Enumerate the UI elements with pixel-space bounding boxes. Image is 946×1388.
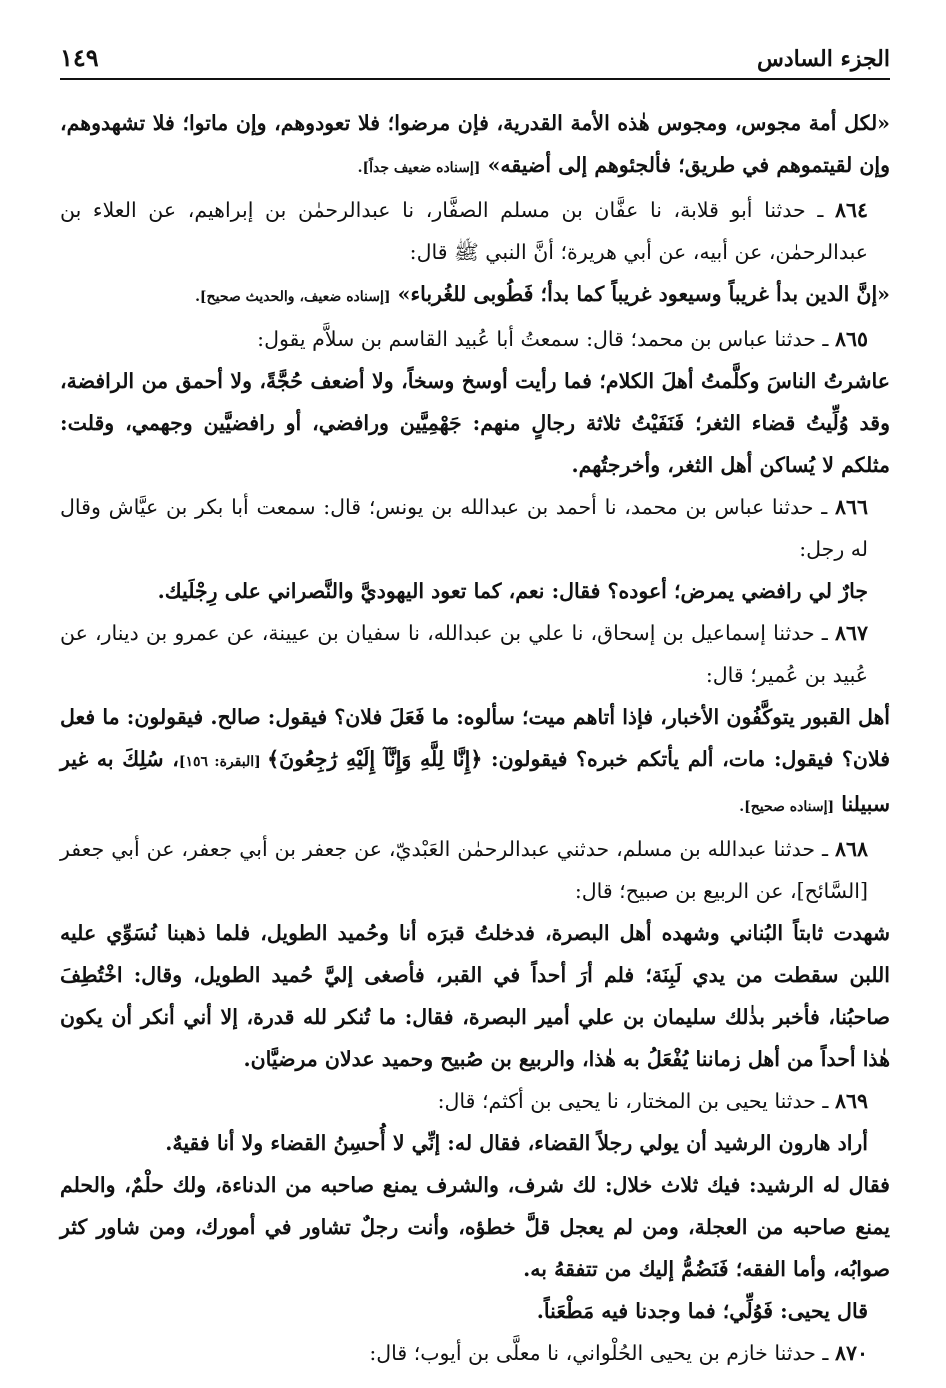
hadith-number: ٨٦٨ bbox=[834, 837, 868, 861]
hadith-866-text: جارٌ لي رافضي يمرض؛ أعوده؟ فقال: نعم، كما تعود اليهوديَّ والنَّصراني على رِجْلَيك. bbox=[157, 579, 868, 603]
hadith-867-text bbox=[60, 696, 890, 828]
hadith-864-text bbox=[60, 273, 890, 318]
chain-text: ـ حدثنا أبو قلابة، نا عفَّان بن مسلم الصفَّار، نا عبدالرحمٰن بن إبراهيم، عن العلاء بن عبدالرحمٰن، عن أبيه، عن أبي هريرة؛ أنَّ النبي ﷺ قال: bbox=[60, 198, 868, 264]
hadith-number: ٨٦٩ bbox=[834, 1089, 868, 1113]
grading-note: [إسناده ضعيف، والحديث صحيح]. bbox=[195, 289, 391, 305]
hadith-869-text-2: فقال له الرشيد: فيك ثلاث خلال: لك شرف، والشرف يمنع صاحبه من الدناءة، ولك حلْمٌ، والحلم يمنع صاحبه من العجلة، ومن لم يعجل قلَّ خطؤه، وأنت رجلٌ تشاور في أمورك، ومن شاور كثر صوابُه، وأما الفقه؛ فَنَضُمُّ إليك من تتفقهُ به. bbox=[60, 1173, 890, 1281]
quran-verse: ﴿إِنَّا لِلَّهِ وَإِنَّآ إِلَيْهِ رَٰجِعُونَ﴾ bbox=[267, 747, 483, 771]
chain-text: ـ حدثنا عبدالله بن مسلم، حدثني عبدالرحمٰن العَبْديّ، عن جعفر بن أبي جعفر، عن أبي جعفر [السَّائح]، عن الربيع بن صبيح؛ قال: bbox=[60, 837, 868, 903]
chain-text: ـ حدثنا يحيى بن المختار، نا يحيى بن أكثم؛ قال: bbox=[437, 1089, 835, 1113]
hadith-number: ٨٦٧ bbox=[834, 621, 868, 645]
hadith-867-chain bbox=[60, 612, 890, 696]
hadith-870-chain bbox=[60, 1332, 890, 1374]
quote-text: «إنَّ الدين بدأ غريباً وسيعود غريباً كما بدأ؛ فَطُوبى للغُرباء» bbox=[397, 282, 890, 306]
hadith-869-text-1: أراد هارون الرشيد أن يولي رجلاً القضاء، فقال له: إنِّي لا أُحسِنُ القضاء ولا أنا فقيهٌ. bbox=[165, 1131, 868, 1155]
hadith-number: ٨٧٠ bbox=[834, 1341, 868, 1365]
page-header bbox=[60, 30, 890, 80]
hadith-868-chain bbox=[60, 828, 890, 912]
page-body bbox=[60, 102, 890, 1374]
hadith-868-text: شهدت ثابتاً البُناني وشهده أهل البصرة، فدخلتُ قبرَه أنا وحُميد الطويل، فلما ذهبنا نُسَوِّي عليه اللبن سقطت من يدي لَبِنَة؛ فلم أرَ أحداً في القبر، فأصغى إليَّ حُميد الطويل، وقال: اخْتُطِفَ صاحبُنا، فأخبر بذٰلك سليمان بن علي أمير البصرة، فقال: ما تُنكر لله قدرة، إلا أني أنكر أن يكون هٰذا أحداً من أهل زماننا يُفْعَلُ به هٰذا، والربيع بن صُبيح وحميد عدلان مرضيَّان. bbox=[60, 921, 890, 1071]
running-title: الجزء السادس bbox=[757, 46, 890, 72]
chain-text: ـ حدثنا خازم بن يحيى الحُلْواني، نا معلَّى بن أيوب؛ قال: bbox=[369, 1341, 835, 1365]
chain-text: ـ حدثنا عباس بن محمد، نا أحمد بن عبدالله بن يونس؛ قال: سمعت أبا بكر بن عيَّاش وقال له رجل: bbox=[60, 495, 868, 561]
page-number: ١٤٩ bbox=[60, 43, 99, 72]
hadith-865-text: عاشرتُ الناسَ وكلَّمتُ أهلَ الكلام؛ فما رأيت أوسخ وسخاً، ولا أضعف حُجَّةً، ولا أحمق من الرافضة، وقد وُلِّيتُ قضاء الثغر؛ فَنَفَيْتُ ثلاثة رجالٍ منهم: جَهْمِيَّين ورافضي، أو رافضيَّين وجهمي، وقلت: مثلكم لا يُساكن أهل الثغر، وأخرجتُهم. bbox=[60, 369, 890, 477]
hadith-number: ٨٦٤ bbox=[834, 198, 868, 222]
quote-text-end: ، سُلِكَ به غير سبيلنا bbox=[60, 747, 890, 816]
grading-note: [إسناده ضعيف جداً]. bbox=[357, 160, 481, 176]
quote-text: «لكل أمة مجوس، ومجوس هٰذه الأمة القدرية، فإن مرضوا؛ فلا تعودوهم، وإن ماتوا؛ فلا تشهدوهم، وإن لقيتموهم في طريق؛ فألجئوهم إلى أضيقه» bbox=[60, 111, 890, 177]
verse-reference: [البقرة: ١٥٦] bbox=[178, 754, 268, 770]
quote-text: أهل القبور يتوكَّفُون الأخبار، فإذا أتاهم ميت؛ سألوه: ما فَعَلَ فلان؟ فيقول: صالح. فيقولون: ما فعل فلان؟ فيقول: مات، ألم يأتكم خبره؟ فيقولون: bbox=[60, 705, 891, 771]
chain-text: ـ حدثنا إسماعيل بن إسحاق، نا علي بن عبدالله، نا سفيان بن عيينة، عن عمرو بن دينار، عن عُبيد بن عُمير؛ قال: bbox=[60, 621, 868, 687]
hadith-865-chain bbox=[60, 318, 890, 360]
hadith-869-chain bbox=[60, 1080, 890, 1122]
grading-note: [إسناده صحيح]. bbox=[739, 799, 835, 815]
chain-text: ـ حدثنا عباس بن محمد؛ قال: سمعتُ أبا عُبيد القاسم بن سلاَّم يقول: bbox=[257, 327, 835, 351]
hadith-869-text-3: قال يحيى: فَوُلِّي؛ فما وجدنا فيه مَطْعَناً. bbox=[536, 1299, 868, 1323]
hadith-863-text bbox=[60, 102, 890, 189]
hadith-number: ٨٦٥ bbox=[834, 327, 868, 351]
hadith-864-chain bbox=[60, 189, 890, 273]
hadith-866-chain bbox=[60, 486, 890, 570]
hadith-number: ٨٦٦ bbox=[834, 495, 868, 519]
